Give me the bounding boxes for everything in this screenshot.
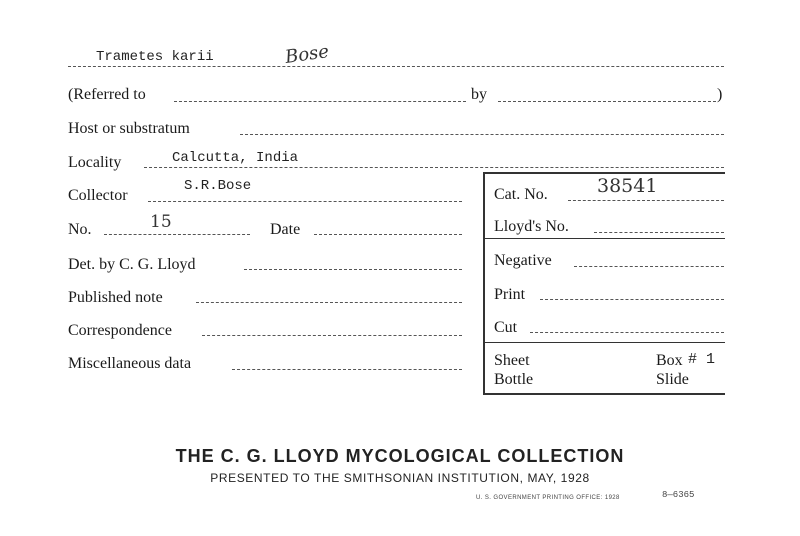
locality-label: Locality [68,154,122,171]
date-label: Date [270,221,301,238]
sheet-label: Sheet [494,352,530,369]
species-name: Trametes karii [96,49,214,65]
cat-no-value: 38541 [597,175,658,197]
negative-label: Negative [494,252,552,269]
collection-title: THE C. G. LLOYD MYCOLOGICAL COLLECTION [175,446,625,466]
det-by-label: Det. by C. G. Lloyd [68,256,196,273]
collector-label: Collector [68,187,128,204]
species-annotation: Bose [283,41,331,68]
date-line [314,234,462,235]
print-line [540,299,724,300]
correspondence-line [202,335,462,336]
locality-line [144,167,724,168]
box-bottom-rule [483,393,725,395]
host-label: Host or substratum [68,120,190,137]
slide-label: Slide [656,371,689,388]
cat-no-label: Cat. No. [494,186,548,203]
negative-line [574,266,724,267]
close-paren: ) [717,86,723,103]
form-code: 8—6365 [662,490,695,500]
published-note-label: Published note [68,289,163,306]
collector-value: S.R.Bose [184,178,252,194]
bottle-label: Bottle [494,371,534,388]
box-top-rule [483,172,725,174]
print-label: Print [494,286,526,303]
lloyds-no-line [594,232,724,233]
referred-to-label: (Referred to [68,86,146,103]
correspondence-label: Correspondence [68,322,172,339]
locality-value: Calcutta, India [172,150,299,166]
cut-label: Cut [494,319,518,336]
misc-data-line [232,369,462,370]
box-lower-rule [483,342,725,343]
cut-line [530,332,724,333]
no-line [104,234,250,235]
no-value: 15 [150,212,172,232]
lloyds-no-label: Lloyd's No. [494,218,569,235]
by-line [498,101,716,102]
box-left-rule [483,172,485,394]
no-label: No. [68,221,92,238]
det-by-line [244,269,462,270]
printing-office-note: U. S. GOVERNMENT PRINTING OFFICE: 1928 [476,495,620,501]
cat-no-line [568,200,724,201]
published-note-line [196,302,462,303]
referred-to-line [174,101,466,102]
species-line [68,66,724,67]
by-label: by [471,86,487,103]
collector-line [148,201,462,202]
box-value: # 1 [688,351,716,368]
box-label: Box [656,352,683,369]
misc-data-label: Miscellaneous data [68,355,192,372]
box-mid-rule [483,238,725,239]
collection-subtitle: PRESENTED TO THE SMITHSONIAN INSTITUTION, MAY, 1928 [210,471,590,485]
host-line [240,134,724,135]
